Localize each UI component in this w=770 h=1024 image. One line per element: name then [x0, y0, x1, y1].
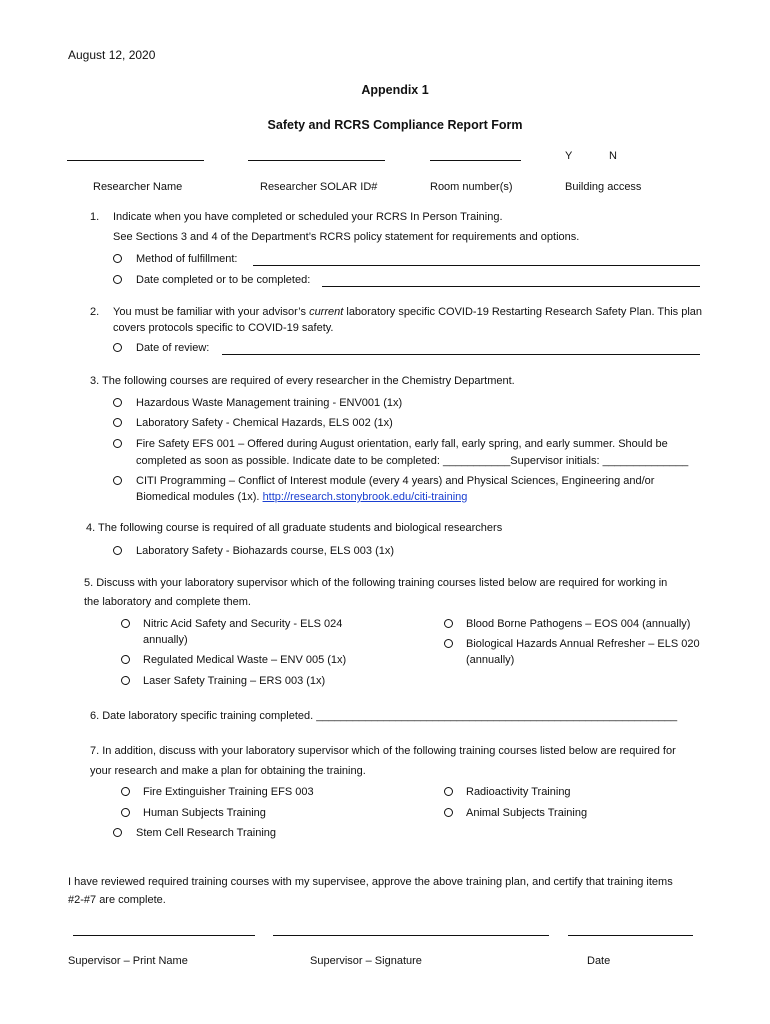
checkbox-els003[interactable]: [113, 546, 122, 555]
section-5-heading-line2: the laboratory and complete them.: [84, 596, 251, 608]
checkbox-stem-cell[interactable]: [113, 828, 122, 837]
method-of-fulfillment-label: Method of fulfillment:: [136, 253, 238, 265]
page-title: Appendix 1: [361, 83, 429, 97]
date-completed-line[interactable]: [322, 286, 700, 287]
course-efs003: Fire Extinguisher Training EFS 003: [143, 786, 314, 798]
building-access-label: Building access: [565, 181, 642, 193]
room-number-line[interactable]: [430, 160, 521, 161]
checkbox-radioactivity[interactable]: [444, 787, 453, 796]
section-4-heading: 4. The following course is required of all graduate students and biological researchers: [86, 522, 503, 534]
room-number-label: Room number(s): [430, 181, 513, 193]
building-no-label[interactable]: N: [609, 150, 617, 162]
date-line[interactable]: [568, 935, 693, 936]
checkbox-animal-subjects[interactable]: [444, 808, 453, 817]
section-2-number: 2.: [90, 306, 100, 318]
course-efs001: Fire Safety EFS 001 – Offered during August orientation, early fall, early spring, and early summer. Should be: [136, 438, 668, 450]
date-completed-label: Date completed or to be completed:: [136, 274, 311, 286]
form-title: Safety and RCRS Compliance Report Form: [267, 118, 523, 132]
course-els024: Nitric Acid Safety and Security - ELS 024: [143, 618, 343, 630]
checkbox-human-subjects[interactable]: [121, 808, 130, 817]
researcher-name-label: Researcher Name: [93, 181, 183, 193]
course-env001: Hazardous Waste Management training - ENV001 (1x): [136, 397, 403, 409]
checkbox-citi[interactable]: [113, 476, 122, 485]
course-eos004: Blood Borne Pathogens – EOS 004 (annually): [466, 618, 691, 630]
course-els024-line2: annually): [143, 634, 188, 646]
supervisor-print-name-label: Supervisor – Print Name: [68, 955, 188, 967]
course-els002: Laboratory Safety - Chemical Hazards, ELS 002 (1x): [136, 417, 393, 429]
course-env005: Regulated Medical Waste – ENV 005 (1x): [143, 654, 347, 666]
date-of-review-line[interactable]: [222, 354, 700, 355]
certification-text: I have reviewed required training courses with my supervisee, approve the above training plan, and certify that training items: [68, 876, 673, 888]
checkbox-efs003[interactable]: [121, 787, 130, 796]
supervisor-signature-label: Supervisor – Signature: [310, 955, 422, 967]
course-els020: Biological Hazards Annual Refresher – ELS 020: [466, 638, 700, 650]
section-3-heading: 3. The following courses are required of every researcher in the Chemistry Department.: [90, 375, 515, 387]
course-human-subjects: Human Subjects Training: [143, 807, 266, 819]
checkbox-els020[interactable]: [444, 639, 453, 648]
checkbox-eos004[interactable]: [444, 619, 453, 628]
course-efs001-line2: completed as soon as possible. Indicate date to be completed: ___________Supervisor initials: ______________: [136, 455, 689, 467]
course-citi: CITI Programming – Conflict of Interest module (every 4 years) and Physical Sciences, Engineering and/or: [136, 475, 655, 487]
course-ers003: Laser Safety Training – ERS 003 (1x): [143, 675, 326, 687]
document-date: August 12, 2020: [68, 48, 156, 62]
date-label: Date: [587, 955, 611, 967]
checkbox-env001[interactable]: [113, 398, 122, 407]
checkbox-date-completed[interactable]: [113, 275, 122, 284]
researcher-name-line[interactable]: [67, 160, 204, 161]
course-radioactivity: Radioactivity Training: [466, 786, 571, 798]
section-2-text-line2: covers protocols specific to COVID-19 safety.: [113, 322, 334, 334]
building-yes-label[interactable]: Y: [565, 150, 573, 162]
course-citi-line2: Biomedical modules (1x). http://research.stonybrook.edu/citi-training: [136, 491, 468, 503]
section-1-number: 1.: [90, 211, 100, 223]
checkbox-method-of-fulfillment[interactable]: [113, 254, 122, 263]
course-els003: Laboratory Safety - Biohazards course, ELS 003 (1x): [136, 545, 395, 557]
section-2-text: You must be familiar with your advisor’s current laboratory specific COVID-19 Restarting Research Safety Plan. This plan: [113, 306, 702, 318]
section-5-heading: 5. Discuss with your laboratory supervisor which of the following training courses listed below are required for working in: [84, 577, 668, 589]
checkbox-els024[interactable]: [121, 619, 130, 628]
course-stem-cell: Stem Cell Research Training: [136, 827, 277, 839]
section-1-text: Indicate when you have completed or scheduled your RCRS In Person Training.: [113, 211, 503, 223]
section-6-text: 6. Date laboratory specific training completed. ___________________________________________________________: [90, 710, 678, 722]
section-1-subtext: See Sections 3 and 4 of the Department’s RCRS policy statement for requirements and options.: [113, 231, 580, 243]
checkbox-env005[interactable]: [121, 655, 130, 664]
solar-id-label: Researcher SOLAR ID#: [260, 181, 378, 193]
date-of-review-label: Date of review:: [136, 342, 210, 354]
checkbox-els002[interactable]: [113, 418, 122, 427]
supervisor-print-name-line[interactable]: [73, 935, 255, 936]
checkbox-ers003[interactable]: [121, 676, 130, 685]
checkbox-efs001[interactable]: [113, 439, 122, 448]
checkbox-date-of-review[interactable]: [113, 343, 122, 352]
citi-training-link[interactable]: http://research.stonybrook.edu/citi-training: [262, 491, 468, 503]
course-animal-subjects: Animal Subjects Training: [466, 807, 588, 819]
supervisor-signature-line[interactable]: [273, 935, 549, 936]
certification-text-line2: #2-#7 are complete.: [68, 894, 166, 906]
course-els020-line2: (annually): [466, 654, 515, 666]
section-7-heading-line2: your research and make a plan for obtaining the training.: [90, 765, 366, 777]
method-of-fulfillment-line[interactable]: [253, 265, 700, 266]
section-7-heading: 7. In addition, discuss with your laboratory supervisor which of the following training courses listed below are required for: [90, 745, 676, 757]
solar-id-line[interactable]: [248, 160, 385, 161]
